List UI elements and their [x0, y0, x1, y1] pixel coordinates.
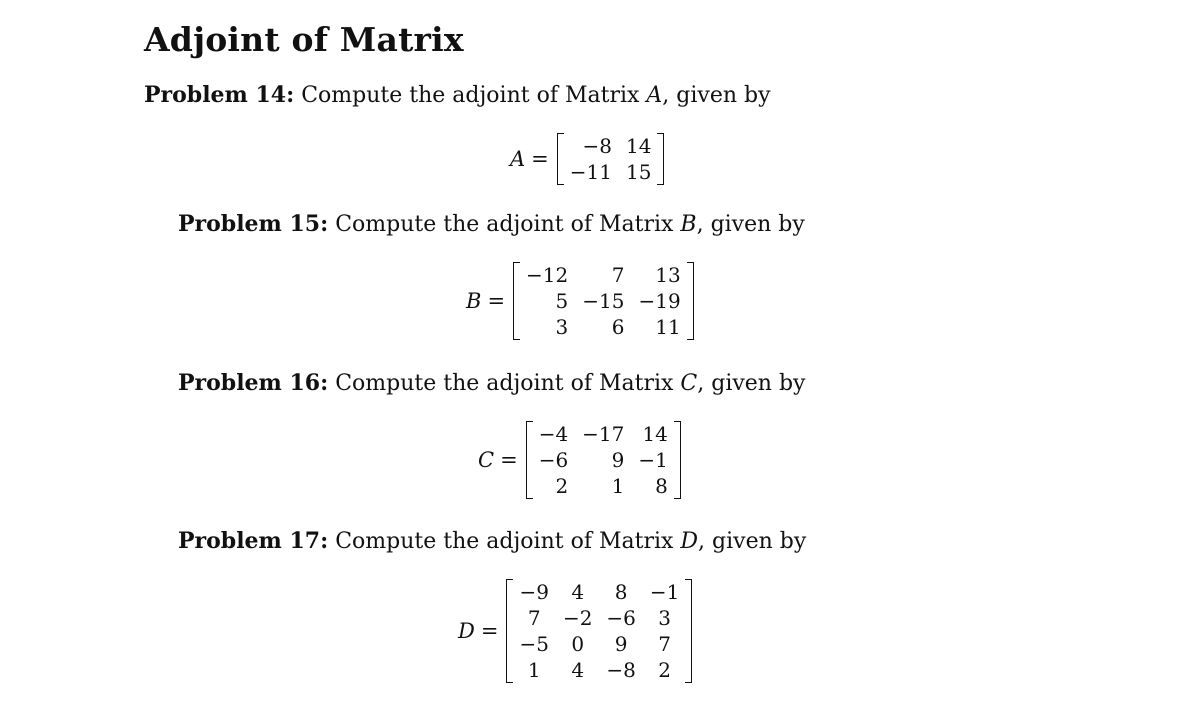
matrix-row [512, 631, 686, 657]
matrix-a [557, 133, 665, 185]
matrix-cell: 7 [527, 606, 541, 630]
matrix-d-equation [458, 579, 692, 683]
matrix-row [519, 288, 688, 314]
matrix-name: C [478, 448, 495, 472]
matrix-d [506, 579, 692, 683]
matrix-cell: 2 [555, 474, 569, 498]
matrix-cell: 7 [611, 263, 625, 287]
matrix-cell: −4 [538, 422, 569, 446]
matrix-cell: 11 [655, 315, 681, 339]
matrix-cell: 3 [555, 315, 569, 339]
matrix-cell: −19 [638, 289, 681, 313]
matrix-cell: 1 [611, 474, 625, 498]
matrix-row [512, 579, 686, 605]
matrix-cell: 0 [571, 632, 585, 656]
matrix-b-equation [466, 262, 694, 340]
matrix-b [513, 262, 694, 340]
problem-text-end: , given by [696, 212, 805, 237]
matrix-a-equation [510, 133, 664, 185]
matrix-row [563, 133, 659, 159]
matrix-cell: −6 [606, 606, 636, 630]
matrix-cell: −8 [582, 134, 612, 158]
matrix-cell: −15 [582, 289, 625, 313]
matrix-cell: 9 [611, 448, 625, 472]
problem-text: Compute the adjoint of Matrix [328, 371, 681, 396]
problem-14-statement [144, 82, 771, 108]
problem-text: Compute the adjoint of Matrix [328, 212, 681, 237]
matrix-cell: −17 [582, 422, 625, 446]
matrix-cell: 9 [614, 632, 628, 656]
matrix-cell: −12 [526, 263, 569, 287]
matrix-d-table [512, 579, 686, 683]
equals-sign: = [480, 619, 499, 643]
page-title: Adjoint of Matrix [144, 20, 464, 59]
matrix-cell: −6 [538, 448, 569, 472]
matrix-cell: 3 [658, 606, 672, 630]
matrix-row [532, 447, 675, 473]
matrix-cell: −5 [519, 632, 549, 656]
matrix-cell: 14 [626, 134, 652, 158]
problem-number: Problem 16: [178, 370, 329, 396]
matrix-cell: 6 [611, 315, 625, 339]
matrix-cell: −2 [562, 606, 593, 630]
matrix-name: A [510, 147, 526, 171]
matrix-variable: C [680, 371, 698, 396]
matrix-name: B [466, 289, 482, 313]
matrix-cell: −1 [638, 448, 668, 472]
matrix-variable: D [680, 529, 699, 554]
problem-number: Problem 14: [144, 82, 295, 108]
matrix-cell: 15 [626, 160, 652, 184]
problem-text: Compute the adjoint of Matrix [328, 529, 681, 554]
problem-text: Compute the adjoint of Matrix [294, 83, 647, 108]
matrix-row [512, 605, 686, 631]
problem-text-end: , given by [697, 371, 806, 396]
matrix-cell: −1 [649, 580, 680, 604]
matrix-a-table [563, 133, 659, 185]
matrix-row [532, 421, 675, 447]
problem-number: Problem 17: [178, 528, 329, 554]
matrix-cell: −8 [606, 658, 636, 682]
matrix-variable: A [646, 83, 663, 108]
problem-number: Problem 15: [178, 211, 329, 237]
matrix-row [512, 657, 686, 683]
problem-16-statement [178, 370, 805, 396]
matrix-cell: 4 [571, 580, 585, 604]
matrix-c [526, 421, 681, 499]
equals-sign: = [531, 147, 549, 171]
matrix-cell: 4 [571, 658, 585, 682]
problem-text-end: , given by [662, 83, 771, 108]
matrix-row [563, 159, 659, 185]
matrix-cell: 5 [555, 289, 569, 313]
matrix-b-table [519, 262, 688, 340]
matrix-row [532, 473, 675, 499]
matrix-cell: 8 [614, 580, 628, 604]
matrix-row [519, 262, 688, 288]
matrix-cell: 7 [658, 632, 672, 656]
matrix-name: D [458, 619, 475, 643]
equals-sign: = [487, 289, 506, 313]
matrix-c-equation [478, 421, 681, 499]
matrix-row [519, 314, 688, 340]
problem-15-statement [178, 211, 805, 237]
matrix-cell: 1 [527, 658, 541, 682]
matrix-cell: 14 [642, 422, 668, 446]
matrix-variable: B [680, 212, 697, 237]
matrix-cell: 2 [658, 658, 672, 682]
matrix-cell: −11 [569, 160, 612, 184]
matrix-cell: 13 [655, 263, 681, 287]
equals-sign: = [500, 448, 518, 472]
problem-text-end: , given by [698, 529, 807, 554]
matrix-cell: 8 [655, 474, 668, 498]
problem-17-statement [178, 528, 806, 554]
matrix-cell: −9 [519, 580, 549, 604]
matrix-c-table [532, 421, 675, 499]
